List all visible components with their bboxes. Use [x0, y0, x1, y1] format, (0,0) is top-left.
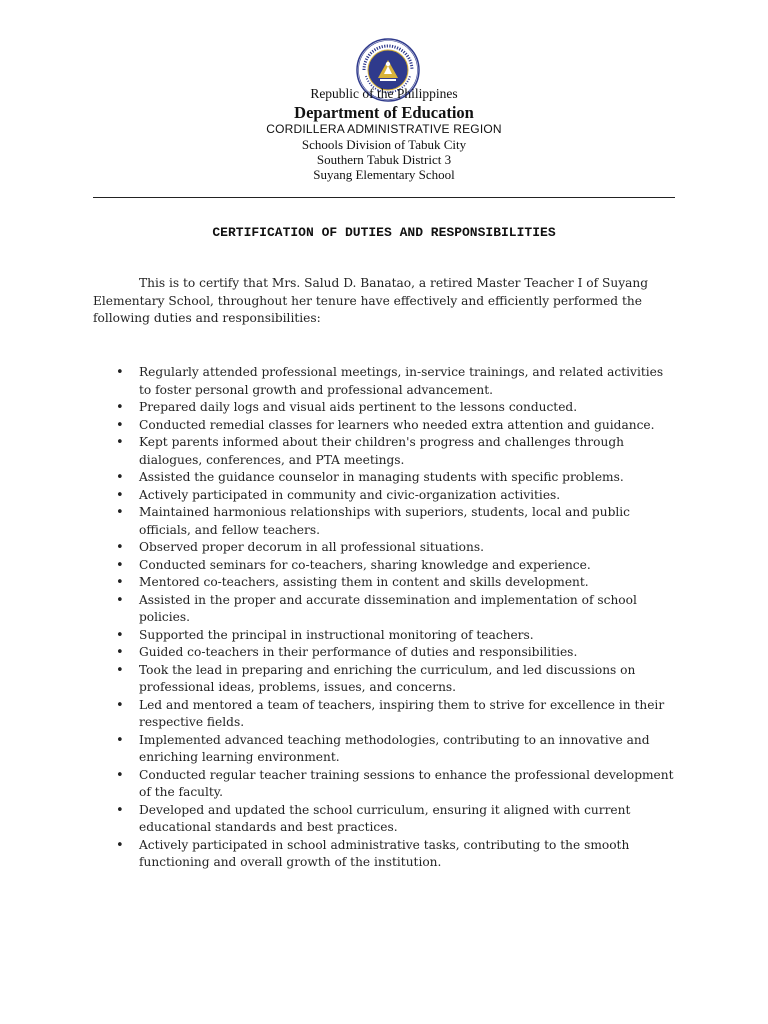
duty-item: • Conducted remedial classes for learners who needed extra attention and guidance.: [0, 417, 768, 435]
duty-item: • Actively participated in school administrative tasks, contributing to the smooth functioning and overall growth of the institution.: [0, 837, 768, 872]
duty-item: • Kept parents informed about their children's progress and challenges through dialogues, conferences, and PTA meetings.: [0, 434, 768, 469]
department-name: Department of Education: [294, 103, 474, 122]
document-title: CERTIFICATION OF DUTIES AND RESPONSIBILITIES: [212, 225, 556, 240]
region-name: CORDILLERA ADMINISTRATIVE REGION: [266, 122, 502, 136]
duty-item: • Regularly attended professional meetings, in-service trainings, and related activities to foster personal growth and professional advancement.: [0, 364, 768, 399]
division-name: Schools Division of Tabuk City: [301, 137, 467, 152]
header-divider: [93, 197, 675, 198]
duty-item: • Prepared daily logs and visual aids pertinent to the lessons conducted.: [0, 399, 768, 417]
duty-item: • Mentored co-teachers, assisting them in content and skills development.: [0, 574, 768, 592]
school-name: Suyang Elementary School: [313, 167, 455, 182]
duty-item: • Assisted in the proper and accurate dissemination and implementation of school policies.: [0, 592, 768, 627]
duty-item: • Maintained harmonious relationships with superiors, students, local and public officials, and fellow teachers.: [0, 504, 768, 539]
intro-paragraph: This is to certify that Mrs. Salud D. Banatao, a retired Master Teacher I of Suyang Elementary School, throughout her tenure have effectively and efficiently performed the following duties and responsibilities:: [93, 276, 649, 325]
district-name: Southern Tabuk District 3: [316, 152, 452, 167]
duty-item: • Implemented advanced teaching methodologies, contributing to an innovative and enriching learning environment.: [0, 732, 768, 767]
duty-item: • Conducted regular teacher training sessions to enhance the professional development of the faculty.: [0, 767, 768, 802]
duty-item: • Assisted the guidance counselor in managing students with specific problems.: [0, 469, 768, 487]
duty-item: • Guided co-teachers in their performance of duties and responsibilities.: [0, 644, 768, 662]
republic-line: Republic of the Philippines: [310, 86, 458, 101]
duty-item: • Took the lead in preparing and enriching the curriculum, and led discussions on professional ideas, problems, issues, and concerns.: [0, 662, 768, 697]
duty-item: • Conducted seminars for co-teachers, sharing knowledge and experience.: [0, 557, 768, 575]
duties-list: [0, 364, 768, 872]
duty-item: • Actively participated in community and civic-organization activities.: [0, 487, 768, 505]
duty-item: • Observed proper decorum in all professional situations.: [0, 539, 768, 557]
duty-item: • Developed and updated the school curriculum, ensuring it aligned with current educational standards and best practices.: [0, 802, 768, 837]
duty-item: • Supported the principal in instructional monitoring of teachers.: [0, 627, 768, 645]
duty-item: • Led and mentored a team of teachers, inspiring them to strive for excellence in their respective fields.: [0, 697, 768, 732]
